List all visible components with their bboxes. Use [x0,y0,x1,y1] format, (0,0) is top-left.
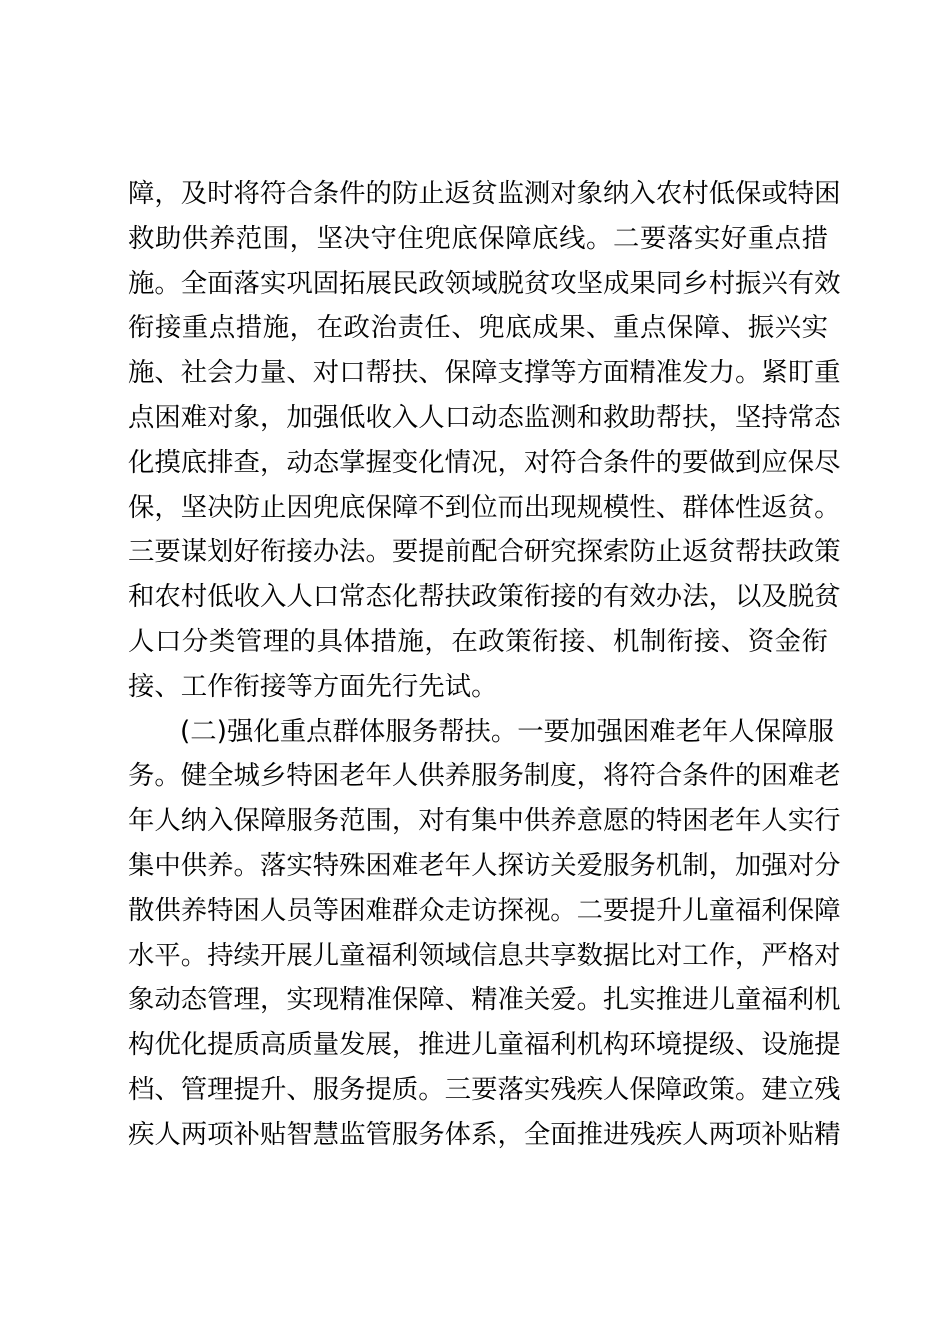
text-line-6: 点困难对象，加强低收入人口动态监测和救助帮扶，坚持常态 [128,401,841,433]
text-line-19: 象动态管理，实现精准保障、精准关爱。扎实推进儿童福利机 [128,984,841,1016]
text-line-3: 施。全面落实巩固拓展民政领域脱贫攻坚成果同乡村振兴有效 [128,267,841,299]
body-text [128,172,841,1158]
text-line-21: 档、管理提升、服务提质。三要落实残疾人保障政策。建立残 [128,1073,841,1105]
text-line-17: 散供养特困人员等困难群众走访探视。二要提升儿童福利保障 [128,894,841,926]
text-line-7: 化摸底排查，动态掌握变化情况，对符合条件的要做到应保尽 [128,446,841,478]
text-line-2: 救助供养范围，坚决守住兜底保障底线。二要落实好重点措 [128,222,828,254]
text-line-22: 疾人两项补贴智慧监管服务体系，全面推进残疾人两项补贴精 [128,1118,841,1150]
text-line-12: 接、工作衔接等方面先行先试。 [128,670,498,702]
text-line-10: 和农村低收入人口常态化帮扶政策衔接的有效办法，以及脱贫 [128,581,841,613]
text-line-8: 保，坚决防止因兜底保障不到位而出现规模性、群体性返贫。 [128,491,841,523]
text-line-16: 集中供养。落实特殊困难老年人探访关爱服务机制，加强对分 [128,849,841,881]
text-line-1: 障，及时将符合条件的防止返贫监测对象纳入农村低保或特困 [128,178,841,209]
text-line-13: (二)强化重点群体服务帮扶。一要加强困难老年人保障服 [180,715,834,747]
text-line-18: 水平。持续开展儿童福利领域信息共享数据比对工作，严格对 [128,939,841,971]
text-line-11: 人口分类管理的具体措施，在政策衔接、机制衔接、资金衔 [128,625,828,657]
text-line-5: 施、社会力量、对口帮扶、保障支撑等方面精准发力。紧盯重 [128,357,841,389]
text-line-9: 三要谋划好衔接办法。要提前配合研究探索防止返贫帮扶政策 [128,536,841,568]
text-line-14: 务。健全城乡特困老年人供养服务制度，将符合条件的困难老 [128,760,841,792]
text-line-15: 年人纳入保障服务范围，对有集中供养意愿的特困老年人实行 [128,805,841,837]
text-line-20: 构优化提质高质量发展，推进儿童福利机构环境提级、设施提 [128,1029,841,1061]
text-line-4: 衔接重点措施，在政治责任、兜底成果、重点保障、振兴实 [128,312,828,344]
